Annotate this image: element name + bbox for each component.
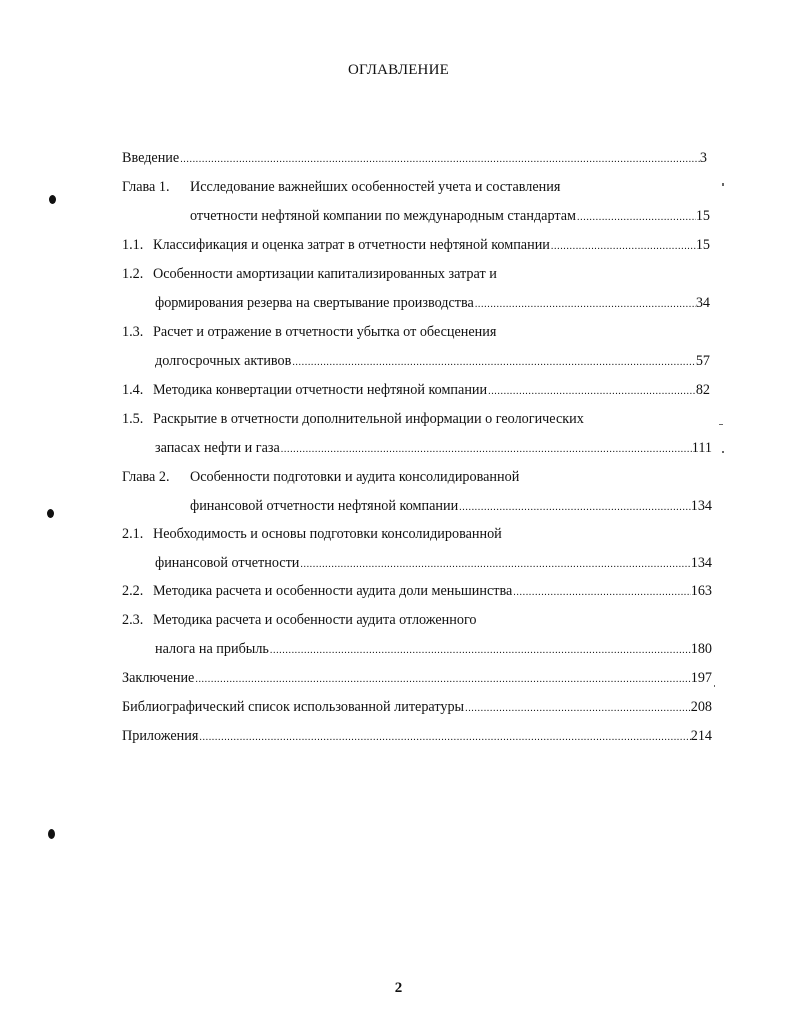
toc-entry-text: долгосрочных активов [155, 353, 292, 369]
toc-entry-text: запасах нефти и газа [155, 440, 280, 456]
toc-page-number: 180 [690, 641, 712, 657]
toc-page-number: 208 [690, 699, 712, 715]
toc-entry-text: Введение [122, 150, 180, 166]
toc-entry-text: финансовой отчетности нефтяной компании [190, 498, 459, 514]
toc-entry-number: 1.5. [122, 411, 144, 427]
toc-entry-text: Особенности подготовки и аудита консолидированной [190, 469, 520, 485]
toc-entry-text: Исследование важнейших особенностей учета и составления [190, 179, 561, 195]
toc-entry-number: 1.3. [122, 324, 144, 340]
toc-entry-number: 2.3. [122, 612, 144, 628]
dot-leader [576, 208, 696, 228]
toc-entry-number: Глава 1. [122, 179, 170, 195]
dot-leader [291, 353, 695, 373]
toc-entry-text: Раскрытие в отчетности дополнительной информации о геологических [153, 411, 584, 427]
toc-entry-1-2 [122, 264, 497, 284]
toc-entry-text: Особенности амортизации капитализированных затрат и [153, 266, 497, 282]
binding-mark [48, 829, 55, 839]
dot-leader [299, 555, 690, 575]
toc-entry-1-5-cont [155, 438, 712, 458]
dot-leader [464, 699, 691, 719]
dot-leader [512, 583, 690, 603]
toc-page-number: 134 [690, 498, 712, 514]
toc-entry-text: Приложения [122, 728, 199, 744]
dot-leader [179, 150, 700, 170]
toc-entry-chapter-1 [122, 177, 560, 197]
toc-entry-2-1-cont [155, 553, 712, 573]
toc-page-number: 214 [690, 728, 712, 744]
toc-entry-text: Заключение [122, 670, 195, 686]
toc-page-number: 111 [691, 440, 712, 456]
toc-entry-text: формирования резерва на свертывание производства [155, 295, 474, 311]
binding-mark [47, 509, 54, 518]
toc-entry-appendices [122, 726, 712, 746]
toc-entry-introduction [122, 148, 707, 168]
toc-entry-bibliography [122, 697, 712, 717]
scan-speck [722, 183, 724, 186]
toc-entry-2-2 [122, 581, 712, 601]
toc-entry-text: Необходимость и основы подготовки консолидированной [153, 526, 502, 542]
toc-entry-2-3-cont [155, 639, 712, 659]
toc-page-number: 134 [690, 555, 712, 571]
toc-entry-text: отчетности нефтяной компании по международным стандартам [190, 208, 577, 224]
toc-page-number: 197 [690, 670, 712, 686]
toc-entry-number: 1.2. [122, 266, 144, 282]
toc-entry-number: 1.1. [122, 237, 144, 253]
page-number: 2 [394, 980, 403, 996]
toc-entry-text: налога на прибыль [155, 641, 269, 657]
binding-mark [49, 195, 56, 204]
toc-entry-text: Методика конвертации отчетности нефтяной компании [153, 382, 488, 398]
toc-entry-text: финансовой отчетности [155, 555, 300, 571]
toc-page-number: 15 [695, 208, 710, 224]
toc-entry-text: Методика расчета и особенности аудита отложенного [153, 612, 477, 628]
toc-entry-2-3 [122, 610, 477, 630]
toc-entry-1-1 [122, 235, 710, 255]
toc-entry-text: Классификация и оценка затрат в отчетности нефтяной компании [153, 237, 550, 253]
toc-title: ОГЛАВЛЕНИЕ [348, 62, 449, 78]
toc-entry-1-2-cont [155, 293, 710, 313]
scan-speck [719, 424, 723, 425]
toc-entry-1-3 [122, 322, 496, 342]
dot-leader [474, 295, 696, 315]
toc-entry-1-5 [122, 409, 584, 429]
toc-page-number: 163 [690, 583, 712, 599]
toc-page-number: 3 [699, 150, 707, 166]
scan-speck [722, 451, 724, 453]
toc-entry-1-3-cont [155, 351, 710, 371]
toc-entry-chapter-1-cont [190, 206, 710, 226]
toc-entry-conclusion [122, 668, 712, 688]
toc-entry-text: Расчет и отражение в отчетности убытка от обесценения [153, 324, 497, 340]
scan-speck [714, 685, 715, 687]
dot-leader [280, 440, 692, 460]
toc-entry-number: 2.2. [122, 583, 144, 599]
toc-page-number: 15 [695, 237, 710, 253]
toc-entry-chapter-2-cont [190, 496, 712, 516]
toc-entry-number: Глава 2. [122, 469, 170, 485]
toc-entry-1-4 [122, 380, 710, 400]
toc-entry-text: Методика расчета и особенности аудита доли меньшинства [153, 583, 513, 599]
dot-leader [458, 498, 691, 518]
toc-entry-text: Библиографический список использованной литературы [122, 699, 465, 715]
toc-entry-number: 1.4. [122, 382, 144, 398]
toc-entry-number: 2.1. [122, 526, 144, 542]
dot-leader [269, 641, 691, 661]
toc-page-number: 34 [695, 295, 710, 311]
dot-leader [194, 670, 690, 690]
dot-leader [198, 728, 690, 748]
dot-leader [550, 237, 696, 257]
toc-entry-chapter-2 [122, 467, 519, 487]
toc-entry-2-1 [122, 524, 502, 544]
dot-leader [487, 382, 696, 402]
toc-page-number: 82 [695, 382, 710, 398]
toc-page-number: 57 [695, 353, 710, 369]
